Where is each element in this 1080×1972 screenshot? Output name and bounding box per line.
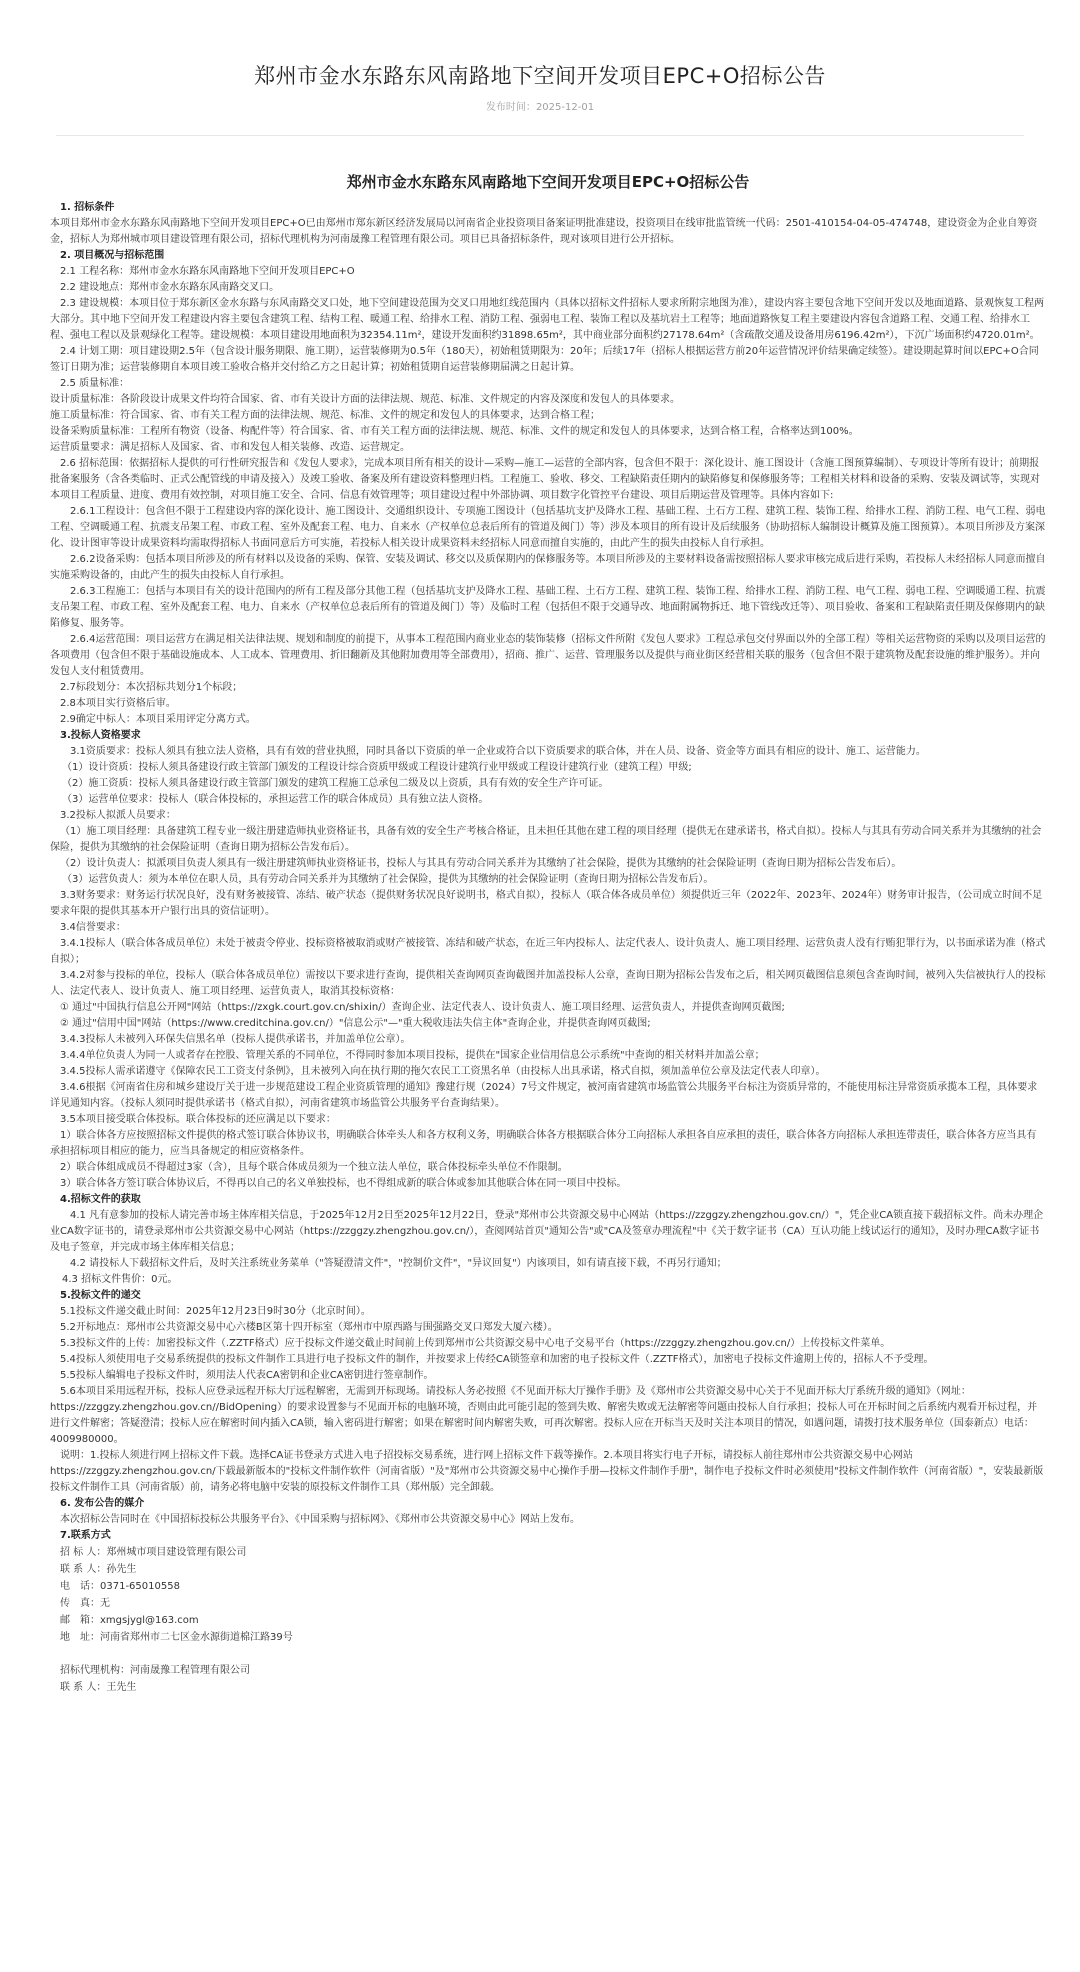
paragraph: 设备采购质量标准：工程所有物资（设备、构配件等）符合国家、省、市有关工程方面的法律法规、规范、标准、文件的规定和发包人的具体要求，达到合格工程，合格率达到100%。 xyxy=(50,426,859,437)
section-heading: 7.联系方式 xyxy=(60,1530,111,1541)
paragraph: 5.4投标人须使用电子交易系统提供的投标文件制作工具进行电子投标文件的制作，并按要求上传经CA锁签章和加密的电子投标文件（.ZZTF格式），加密电子投标文件逾期上传的，招标人不予受理。 xyxy=(60,1354,934,1365)
paragraph: 3.4.6根据《河南省住房和城乡建设厅关于进一步规范建设工程企业资质管理的通知》豫建行规（2024）7号文件规定，被河南省建筑市场监管公共服务平台标注为资质异常的，不能使用标注异常资质承揽本工程，具体要求详见通知内容。（投标人须同时提供承诺书（格式自拟），河南省建筑市场监管公共服务平台查询结果）。 xyxy=(50,1082,1038,1109)
paragraph: ② 通过"信用中国"网站（https://www.creditchina.gov.cn/）"信息公示"—"重大税收违法失信主体"查询企业，并提供查询网页截图; xyxy=(60,1018,651,1029)
paragraph: 2.6.2设备采购：包括本项目所涉及的所有材料以及设备的采购、保管、安装及调试、移交以及质保期内的保修服务等。本项目所涉及的主要材料设备需按照招标人要求审核完成后进行采购，若投标人未经招标人同意而擅自实施采购设备的，由此产生的损失由投标人自行承担。 xyxy=(50,554,1046,581)
paragraph: （2）施工资质：投标人须具备建设行政主管部门颁发的建筑工程施工总承包二级及以上资质，具有有效的安全生产许可证。 xyxy=(62,778,609,789)
paragraph: 运营质量要求：满足招标人及国家、省、市和发包人相关装修、改造、运营规定。 xyxy=(50,442,410,453)
paragraph: 4.2 请投标人下载招标文件后，及时关注系统业务菜单（"答疑澄清文件"，"控制价文件"，"异议回复"）内该项目，如有请直接下载，不再另行通知； xyxy=(70,1258,727,1269)
contact-person: 联 系 人：孙先生 xyxy=(60,1564,137,1575)
publish-label: 发布时间： xyxy=(485,102,536,113)
section-heading: 5.投标文件的递交 xyxy=(60,1290,141,1301)
paragraph: 3）联合体各方签订联合体协议后，不得再以自己的名义单独投标，也不得组成新的联合体或参加其他联合体在同一项目中投标。 xyxy=(60,1178,627,1189)
paragraph: （1）施工项目经理：具备建筑工程专业一级注册建造师执业资格证书，具备有效的安全生产考核合格证，且未担任其他在建工程的项目经理（提供无在建承诺书，格式自拟）。投标人与其具有劳动合同关系并为其缴纳的社会保险，提供为其缴纳的社会保险证明（查询日期为招标公告发布后）。 xyxy=(50,826,1042,853)
paragraph: 1）联合体各方应按照招标文件提供的格式签订联合体协议书，明确联合体牵头人和各方权利义务，明确联合体各方根据联合体分工向招标人承担各自应承担的责任，联合体各方向招标人承担连带责任，联合体各方应当具有承担招标项目相应的能力，应当具备规定的相应资格条件。 xyxy=(50,1130,1037,1157)
paragraph: 本次招标公告同时在《中国招标投标公共服务平台》、《中国采购与招标网》、《郑州市公共资源交易中心》网站上发布。 xyxy=(60,1514,580,1525)
paragraph: 3.4.2对参与投标的单位，投标人（联合体各成员单位）需按以下要求进行查询，提供相关查询网页查询截图并加盖投标人公章，查询日期为招标公告发布之后，相关网页截图信息须包含查询时间，被列入失信被执行人的投标人、法定代表人、设计负责人、施工项目经理、运营负责人，取消其投标资格： xyxy=(50,970,1046,997)
publish-date-value: 2025-12-01 xyxy=(535,102,595,113)
section-heading: 4.招标文件的获取 xyxy=(60,1194,141,1205)
paragraph: （3）运营负责人：须为本单位在职人员，具有劳动合同关系并为其缴纳了社会保险，提供为其缴纳的社会保险证明（查询日期为招标公告发布后）。 xyxy=(62,874,714,885)
paragraph: 2）联合体组成成员不得超过3家（含），且每个联合体成员须为一个独立法人单位，联合体投标牵头单位不作限制。 xyxy=(60,1162,568,1173)
publish-date xyxy=(0,101,1080,115)
paragraph: ① 通过"中国执行信息公开网"网站（https://zxgk.court.gov.cn/shixin/）查询企业、法定代表人、设计负责人、施工项目经理、运营负责人，并提供查询网页截图; xyxy=(60,1002,785,1013)
paragraph: 5.2开标地点：郑州市公共资源交易中心六楼B区第十四开标室（郑州市中原西路与围强路交叉口郑发大厦六楼）。 xyxy=(60,1322,558,1333)
section-heading: 3.投标人资格要求 xyxy=(60,730,141,741)
paragraph: 3.5本项目接受联合体投标。联合体投标的还应满足以下要求： xyxy=(60,1114,336,1125)
paragraph: 3.3财务要求：财务运行状况良好，没有财务被接管、冻结、破产状态（提供财务状况良好说明书，格式自拟），投标人（联合体各成员单位）须提供近三年（2022年、2023年、2024年）财务审计报告，（公司成立时间不足要求年限的提供其基本开户银行出具的资信证明）。 xyxy=(50,890,1043,917)
paragraph: 2.8本项目实行资格后审。 xyxy=(60,698,176,709)
paragraph: 2.9确定中标人：本项目采用评定分离方式。 xyxy=(60,714,256,725)
contact-agency-person: 联 系 人：王先生 xyxy=(60,1682,137,1693)
paragraph: 5.1投标文件递交截止时间：2025年12月23日9时30分（北京时间）。 xyxy=(60,1306,371,1317)
paragraph: 本项目郑州市金水东路东风南路地下空间开发项目EPC+O已由郑州市郑东新区经济发展局以河南省企业投资项目备案证明批准建设，投资项目在线审批监管统一代码：2501-410154-04-05-474748，建设资金为企业自筹资金，招标人为郑州城市项目建设管理有限公司，招标代理机构为河南晟豫工程管理有限公司。项目已具备招标条件，现对该项目进行公开招标。 xyxy=(50,218,1038,245)
paragraph: 说明：1.投标人须进行网上招标文件下载。选择CA证书登录方式进入电子招投标交易系统，进行网上招标文件下载等操作。2.本项目将实行电子开标，请投标人前往郑州市公共资源交易中心网站https://zzggzy.zhengzhou.gov.cn/下载最新版本的"投标文件制作软件（河南省版）"及"郑州市公共资源交易中心操作手册—投标文件制作手册"，制作电子投标文件时必须使用"投标文件制作软件（河南省版）"，安装最新版投标文件制作工具（河南省版）前，请务必将电脑中安装的原投标文件制作工具（郑州版）完全卸载。 xyxy=(50,1450,1044,1493)
paragraph: 5.3投标文件的上传：加密投标文件（.ZZTF格式）应于投标文件递交截止时间前上传到郑州市公共资源交易中心电子交易平台（https://zzggzy.zhengzhou.gov.cn/）上传投标文件菜单。 xyxy=(60,1338,891,1349)
contact-agency: 招标代理机构：河南晟豫工程管理有限公司 xyxy=(60,1665,250,1676)
paragraph: 4.1 凡有意参加的投标人请完善市场主体库相关信息，于2025年12月2日至2025年12月22日，登录"郑州市公共资源交易中心网站（https://zzggzy.zhengzhou.gov.cn/）"，凭企业CA锁直接下载招标文件。尚未办理企业CA数字证书的，请登录郑州市公共资源交易中心网站（https://zzggzy.zhengzhou.gov.cn/），查阅网站首页"通知公告"或"CA及签章办理流程"中《关于数字证书（CA）互认功能上线试运行的通知》，及时办理CA数字证书及电子签章，并完成市场主体库相关信息； xyxy=(50,1210,1044,1253)
paragraph: （1）设计资质：投标人须具备建设行政主管部门颁发的工程设计综合资质甲级或工程设计建筑行业甲级或工程设计建筑行业（建筑工程）甲级; xyxy=(62,762,692,773)
paragraph: 3.4.4单位负责人为同一人或者存在控股、管理关系的不同单位，不得同时参加本项目投标，提供在"国家企业信用信息公示系统"中查询的相关材料并加盖公章； xyxy=(60,1050,765,1061)
section-heading: 1. 招标条件 xyxy=(60,202,115,213)
paragraph: 2.1 工程名称：郑州市金水东路东风南路地下空间开发项目EPC+O xyxy=(60,266,355,277)
section-heading: 6. 发布公告的媒介 xyxy=(60,1498,145,1509)
paragraph: 2.2 建设地点：郑州市金水东路东风南路交叉口。 xyxy=(60,282,280,293)
paragraph: 设计质量标准：各阶段设计成果文件均符合国家、省、市有关设计方面的法律法规、规范、标准、文件规定的内容及深度和发包人的具体要求。 xyxy=(50,394,680,405)
contact-email: 邮 箱：xmgsjygl@163.com xyxy=(60,1615,199,1626)
paragraph: 施工质量标准：符合国家、省、市有关工程方面的法律法规、规范、标准、文件的规定和发包人的具体要求，达到合格工程； xyxy=(50,410,600,421)
page-title: 郑州市金水东路东风南路地下空间开发项目EPC+O招标公告 xyxy=(254,64,826,88)
contact-tenderer: 招 标 人：郑州城市项目建设管理有限公司 xyxy=(60,1547,247,1558)
paragraph: 2.6.3工程施工：包括与本项目有关的设计范围内的所有工程及部分其他工程（包括基坑支护及降水工程、基础工程、土石方工程、建筑工程、装饰工程、给排水工程、消防工程、电气工程、弱电工程、空调暖通工程、抗震支吊架工程、市政工程、室外及配套工程、电力、自来水（产权单位总表后所有的管道及阀门）等）及临时工程（包括但不限于交通导改、地面附属物拆迁、地下管线改迁等）、项目验收、备案和工程缺陷责任期及保修期内的缺陷修复、服务等。 xyxy=(50,586,1046,629)
paragraph: 2.3 建设规模：本项目位于郑东新区金水东路与东风南路交叉口处，地下空间建设范围为交叉口用地红线范围内（具体以招标文件招标人要求所附宗地图为准），建设内容主要包含地下空间开发以及地面道路、景观恢复工程两大部分。其中地下空间开发工程建设内容主要包含建筑工程、结构工程、暖通工程、给排水工程、消防工程、强弱电工程、装饰工程以及基坑岩土工程等；地面道路恢复工程主要建设内容包含道路工程、交通工程、给排水工程、强电工程以及景观绿化工程等。建设规模：本项目建设用地面积为32354.11m²，建设开发面积约31898.65m²，其中商业部分面积约27178.64m²（含疏散交通及设备用房6196.42m²），下沉广场面积约4720.01m²。 xyxy=(50,298,1045,341)
contact-address: 地 址：河南省郑州市二七区金水源街道棉江路39号 xyxy=(60,1632,293,1643)
paragraph: 3.1资质要求：投标人须具有独立法人资格，具有有效的营业执照，同时具备以下资质的单一企业或符合以下资质要求的联合体，并在人员、设备、资金等方面具有相应的设计、施工、运营能力。 xyxy=(70,746,926,757)
paragraph: 3.4.5投标人需承诺遵守《保障农民工工资支付条例》，且未被列入向在执行期的拖欠农民工工资黑名单（由投标人出具承诺，格式自拟，须加盖单位公章及法定代表人印章）。 xyxy=(60,1066,826,1077)
paragraph: 3.4.3投标人未被列入环保失信黑名单（投标人提供承诺书，并加盖单位公章）。 xyxy=(60,1034,411,1045)
paragraph: 5.6本项目采用远程开标，投标人应登录远程开标大厅远程解密，无需到开标现场。请投标人务必按照《不见面开标大厅操作手册》及《郑州市公共资源交易中心关于不见面开标大厅系统升级的通知》（网址：https://zzggzy.zhengzhou.gov.cn//BidOpening）的要求设置参与不见面开标的电脑环境，否则由此可能引起的签到失败、解密失败或无法解密等问题由投标人自行承担；投标人可在开标时间之后系统内观看开标过程，并进行文件解密；答疑澄清；投标人应在解密时间内插入CA锁，输入密码进行解密；如果在解密时间内解密失败，可再次解密。投标人应在开标当天及时关注本项目的情况，如遇问题，请拨打技术服务单位（国泰新点）电话：4009980000。 xyxy=(50,1386,1038,1445)
paragraph: （3）运营单位要求：投标人（联合体投标的，承担运营工作的联合体成员）具有独立法人资格。 xyxy=(62,794,489,805)
paragraph: 2.7标段划分：本次招标共划分1个标段； xyxy=(60,682,243,693)
spacer xyxy=(50,1646,1046,1662)
paragraph: 2.6 招标范围：依据招标人提供的可行性研究报告和《发包人要求》，完成本项目所有相关的设计—采购—施工—运营的全部内容，包含但不限于：深化设计、施工图设计（含施工图预算编制）、专项设计等所有设计；前期报批备案服务（含各类临时、正式公配管线的申请及接入）及竣工验收、备案及所有建设资料整理归档。工程施工、验收、移交、工程缺陷责任期内的缺陷修复和保修服务等；工程相关材料和设备的采购、安装及调试等，实现对本项目工程质量、进度、费用有效控制，对项目施工安全、合同、信息有效管理等；项目建设过程中外部协调、项目数字化管控平台建设、项目后期运营及管理等。具体内容如下: xyxy=(50,458,1040,501)
contact-phone: 电 话：0371-65010558 xyxy=(60,1581,180,1592)
paragraph: 2.5 质量标准： xyxy=(60,378,130,389)
article-body xyxy=(0,136,1080,1696)
section-heading: 2. 项目概况与招标范围 xyxy=(60,250,165,261)
paragraph: （2）设计负责人：拟派项目负责人须具有一级注册建筑师执业资格证书，投标人与其具有劳动合同关系并为其缴纳了社会保险，提供为其缴纳的社会保险证明（查询日期为招标公告发布后）。 xyxy=(60,858,902,869)
paragraph: 2.4 计划工期：项目建设期2.5年（包含设计服务期限、施工期），运营装修期为0.5年（180天），初始租赁期限为：20年；后续17年（招标人根据运营方前20年运营情况评价结果确定续签）。建设期起算时间以EPC+O合同签订日期为准；运营装修期自本项目竣工验收合格并交付给乙方之日起计算；初始租赁期自运营装修期届满之日起计算。 xyxy=(50,346,1039,373)
paragraph: 3.4信誉要求： xyxy=(60,922,126,933)
article-title: 郑州市金水东路东风南路地下空间开发项目EPC+O招标公告 xyxy=(346,173,750,191)
paragraph: 5.5投标人编辑电子投标文件时，须用法人代表CA密钥和企业CA密钥进行签章制作。 xyxy=(60,1370,434,1381)
paragraph: 3.2投标人拟派人员要求： xyxy=(60,810,176,821)
paragraph: 2.6.4运营范围：项目运营方在满足相关法律法规、规划和制度的前提下，从事本工程范围内商业业态的装饰装修（招标文件所附《发包人要求》工程总承包交付界面以外的全部工程）等相关运营物资的采购以及项目运营的各项费用（包含但不限于基础设施成本、人工成本、管理费用、折旧翻新及其他附加费用等全部费用），招商、推广、运营、管理服务以及提供与商业街区经营相关联的服务（包含但不限于建筑物及配套设施的维护服务）。并向发包人支付租赁费用。 xyxy=(50,634,1046,677)
paragraph: 2.6.1工程设计：包含但不限于工程建设内容的深化设计、施工图设计、交通组织设计、专项施工图设计（包括基坑支护及降水工程、基础工程、土石方工程、建筑工程、装饰工程、给排水工程、消防工程、电气工程、弱电工程、空调暖通工程、抗震支吊架工程、市政工程、室外及配套工程、电力、自来水（产权单位总表后所有的管道及阀门）等）涉及本项目的所有设计及后续服务（协助招标人编制设计概算及施工图预算）。本项目所涉及方案深化、设计图审等设计成果资料均需取得招标人书面同意后方可实施，若投标人相关设计成果资料未经招标人同意而擅自实施的，由此产生的损失由投标人自行承担。 xyxy=(50,506,1046,549)
paragraph: 4.3 招标文件售价：0元。 xyxy=(62,1274,178,1285)
contact-fax: 传 真：无 xyxy=(60,1598,110,1609)
paragraph: 3.4.1投标人（联合体各成员单位）未处于被责令停业、投标资格被取消或财产被接管、冻结和破产状态，在近三年内投标人、法定代表人、设计负责人、施工项目经理、运营负责人没有行贿犯罪行为，以书面承诺为准（格式自拟）； xyxy=(50,938,1046,965)
